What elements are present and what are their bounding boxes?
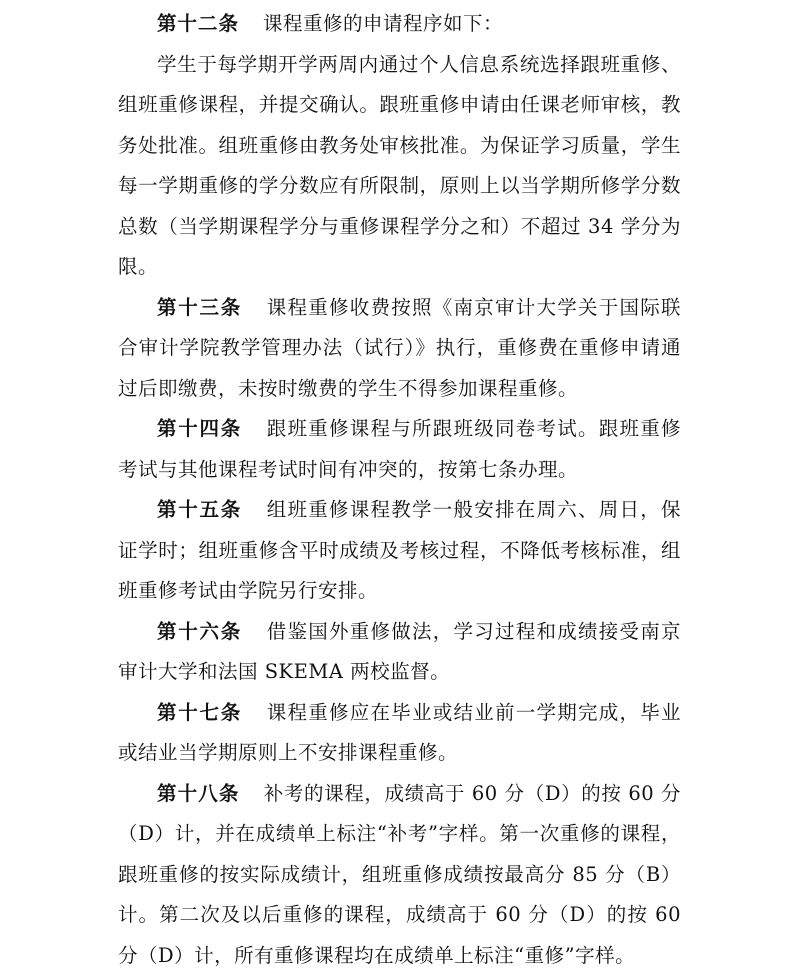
article-text: 跟班重修课程与所跟班级同卷考试。跟班重修考试与其他课程考试时间有冲突的，按第七条办理。 xyxy=(118,417,681,481)
article-title: 第十六条 xyxy=(157,620,242,643)
article-text: 组班重修课程教学一般安排在周六、周日，保证学时；组班重修含平时成绩及考核过程，不降低考核标准，组班重修考试由学院另行安排。 xyxy=(118,498,681,602)
article-17 xyxy=(118,693,681,774)
article-14 xyxy=(118,409,681,490)
article-title: 第十二条 xyxy=(157,12,239,35)
article-title: 第十五条 xyxy=(157,498,242,521)
article-title: 第十三条 xyxy=(157,296,242,319)
article-18 xyxy=(118,774,681,976)
article-15 xyxy=(118,490,681,612)
article-16 xyxy=(118,612,681,693)
article-text: 补考的课程，成绩高于 60 分（D）的按 60 分（D）计，并在成绩单上标注“补考”字样。第一次重修的课程，跟班重修的按实际成绩计，组班重修成绩按最高分 85 分（B）计。第二次及以后重修的课程，成绩高于 60 分（D）的按 60 分（D）计，所有重修课程均在成绩单上标注“重修”字样。 xyxy=(118,782,681,967)
article-text: 课程重修应在毕业或结业前一学期完成，毕业或结业当学期原则上不安排课程重修。 xyxy=(118,701,681,765)
article-title: 第十八条 xyxy=(157,782,240,805)
article-12-body xyxy=(118,45,681,288)
article-text: 学生于每学期开学两周内通过个人信息系统选择跟班重修、组班重修课程，并提交确认。跟班重修申请由任课老师审核，教务处批准。组班重修由教务处审核批准。为保证学习质量，学生每一学期重修的学分数应有所限制，原则上以当学期所修学分数总数（当学期课程学分与重修课程学分之和）不超过 34 学分为限。 xyxy=(118,53,681,279)
article-text: 课程重修的申请程序如下： xyxy=(263,12,503,35)
article-title: 第十四条 xyxy=(157,417,242,440)
article-text: 课程重修收费按照《南京审计大学关于国际联合审计学院教学管理办法（试行）》执行，重修费在重修申请通过后即缴费，未按时缴费的学生不得参加课程重修。 xyxy=(118,296,681,400)
article-text: 借鉴国外重修做法，学习过程和成绩接受南京审计大学和法国 SKEMA 两校监督。 xyxy=(118,620,681,684)
article-13 xyxy=(118,288,681,410)
article-title: 第十七条 xyxy=(157,701,242,724)
article-12 xyxy=(118,4,681,45)
